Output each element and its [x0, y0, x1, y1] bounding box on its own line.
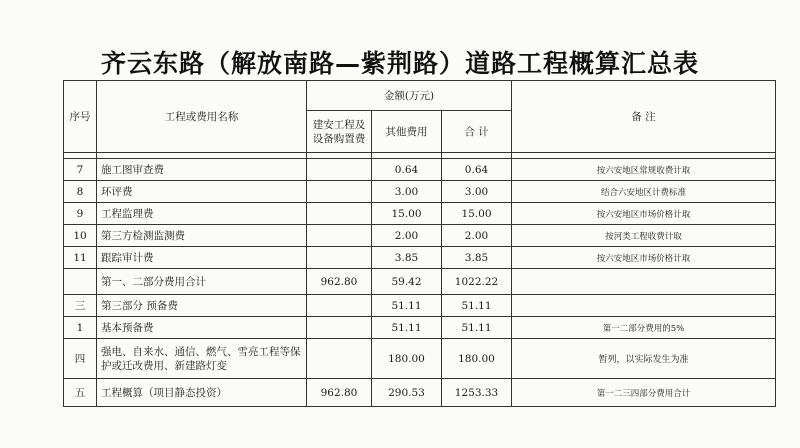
row-total: 1253.33: [442, 379, 512, 407]
row-other: 290.53: [372, 379, 442, 407]
row-total: 0.64: [442, 159, 512, 181]
row-total: 51.11: [442, 295, 512, 317]
row-total: 3.85: [442, 247, 512, 269]
row-name: 基本预备费: [97, 317, 307, 339]
row-other: 2.00: [372, 225, 442, 247]
row-construction: [307, 203, 372, 225]
header-other: 其他费用: [372, 111, 442, 153]
row-remarks: 结合六安地区计费标准: [512, 181, 776, 203]
row-name: 第一、二部分费用合计: [97, 269, 307, 295]
row-other: 0.64: [372, 159, 442, 181]
row-total: 2.00: [442, 225, 512, 247]
summary-table: [63, 80, 776, 407]
row-name: 第三方检测监测费: [97, 225, 307, 247]
row-name: 施工图审查费: [97, 159, 307, 181]
header-amount: 金额(万元): [307, 81, 512, 111]
row-seq: 三: [64, 295, 97, 317]
row-name: 第三部分 预备费: [97, 295, 307, 317]
table-row: [64, 247, 776, 269]
row-other: 59.42: [372, 269, 442, 295]
row-name: 工程概算（项目静态投资）: [97, 379, 307, 407]
header-name: 工程或费用名称: [97, 81, 307, 153]
row-other: 180.00: [372, 339, 442, 379]
row-other: 3.00: [372, 181, 442, 203]
row-seq: 7: [64, 159, 97, 181]
row-total: 15.00: [442, 203, 512, 225]
row-total: 3.00: [442, 181, 512, 203]
row-seq: 11: [64, 247, 97, 269]
header-remarks: 备 注: [512, 81, 776, 153]
row-construction: [307, 159, 372, 181]
row-other: 51.11: [372, 317, 442, 339]
table-row-subtotal: [64, 269, 776, 295]
row-name: 工程监理费: [97, 203, 307, 225]
row-construction: [307, 317, 372, 339]
row-remarks: 第一二三四部分费用合计: [512, 379, 776, 407]
table-row: [64, 159, 776, 181]
row-remarks: 按河类工程收费计取: [512, 225, 776, 247]
row-seq: 8: [64, 181, 97, 203]
row-other: 51.11: [372, 295, 442, 317]
row-total: 180.00: [442, 339, 512, 379]
row-construction: [307, 247, 372, 269]
header-construction: 建安工程及设备购置费: [307, 111, 372, 153]
header-seq: 序号: [64, 81, 97, 153]
row-seq: [64, 269, 97, 295]
table-row: [64, 317, 776, 339]
row-construction: 962.80: [307, 269, 372, 295]
row-seq: 四: [64, 339, 97, 379]
row-remarks: 第一二部分费用的5%: [512, 317, 776, 339]
row-remarks: 按六安地区市场价格计取: [512, 247, 776, 269]
table-row: [64, 181, 776, 203]
table-row-grand-total: [64, 379, 776, 407]
row-name: 环评费: [97, 181, 307, 203]
row-remarks: 按六安地区市场价格计取: [512, 203, 776, 225]
row-construction: 962.80: [307, 379, 372, 407]
row-seq: 9: [64, 203, 97, 225]
row-other: 3.85: [372, 247, 442, 269]
header-total: 合 计: [442, 111, 512, 153]
row-remarks: [512, 269, 776, 295]
table-row: [64, 225, 776, 247]
row-remarks: [512, 295, 776, 317]
row-construction: [307, 181, 372, 203]
document-title: 齐云东路（解放南路—紫荆路）道路工程概算汇总表: [100, 49, 699, 78]
row-name: 强电、自来水、通信、燃气、雪亮工程等保护或迁改费用、新建路灯变: [97, 339, 307, 379]
row-remarks: 暂列，以实际发生为准: [512, 339, 776, 379]
row-remarks: 按六安地区常规收费计取: [512, 159, 776, 181]
row-seq: 1: [64, 317, 97, 339]
table-row: [64, 295, 776, 317]
row-seq: 五: [64, 379, 97, 407]
row-total: 1022.22: [442, 269, 512, 295]
table-row: [64, 203, 776, 225]
row-construction: [307, 295, 372, 317]
row-construction: [307, 339, 372, 379]
row-other: 15.00: [372, 203, 442, 225]
row-name: 跟踪审计费: [97, 247, 307, 269]
row-total: 51.11: [442, 317, 512, 339]
row-seq: 10: [64, 225, 97, 247]
table-row: [64, 339, 776, 379]
row-construction: [307, 225, 372, 247]
